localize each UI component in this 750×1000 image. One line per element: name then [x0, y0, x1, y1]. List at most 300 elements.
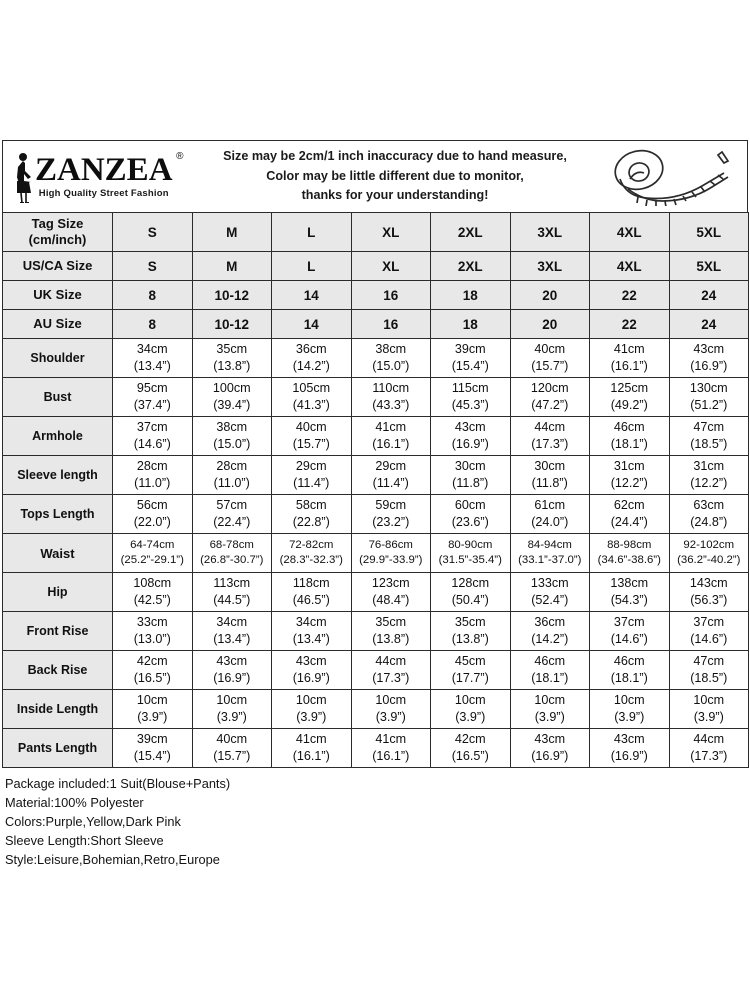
row-label-line-1: Tag Size — [31, 216, 84, 232]
measurement-inch: (13.8”) — [213, 359, 251, 373]
measurement-cell — [351, 378, 431, 417]
measurement-cm: 41cm — [295, 732, 327, 747]
measurement-inch: (23.6”) — [451, 515, 489, 529]
measurement-inch: (22.8”) — [292, 515, 330, 529]
measurement-cell — [431, 378, 511, 417]
measurement-cm: 10cm — [693, 693, 725, 708]
measurement-cm: 39cm — [454, 342, 486, 357]
measurement-cm: 63cm — [693, 498, 725, 513]
measurement-row — [3, 378, 749, 417]
measurement-cm: 38cm — [375, 342, 407, 357]
measurement-cell — [351, 417, 431, 456]
measurement-cm: 35cm — [375, 615, 407, 630]
measurement-cm: 40cm — [534, 342, 566, 357]
measurement-cm: 43cm — [693, 342, 725, 357]
row-label: Shoulder — [3, 339, 113, 378]
measurement-inch: (23.2”) — [372, 515, 410, 529]
measurement-inch: (3.9”) — [375, 710, 406, 724]
size-header-row — [3, 281, 749, 310]
measurement-cm: 41cm — [613, 342, 645, 357]
measurement-inch: (48.4”) — [372, 593, 410, 607]
measurement-cm: 10cm — [454, 693, 486, 708]
size-table-body — [3, 213, 749, 768]
measurement-cm: 84-94cm — [527, 538, 572, 551]
measurement-cell — [351, 456, 431, 495]
row-label-text — [3, 258, 112, 274]
measurement-inch: (16.1”) — [372, 749, 410, 763]
measurement-inch: (3.9”) — [137, 710, 168, 724]
measurement-cm: 120cm — [530, 381, 569, 396]
measurement-inch: (14.6”) — [133, 437, 171, 451]
row-label: Bust — [3, 378, 113, 417]
row-label-text — [3, 316, 112, 332]
measurement-cm: 43cm — [454, 420, 486, 435]
measurement-row — [3, 690, 749, 729]
measurement-cm: 43cm — [534, 732, 566, 747]
size-header-cell: 4XL — [590, 213, 670, 252]
measurement-inch: (3.9”) — [693, 710, 724, 724]
measurement-cell — [590, 417, 670, 456]
measurement-cm: 64-74cm — [130, 538, 175, 551]
measurement-inch: (12.2”) — [610, 476, 648, 490]
measurement-inch: (24.0”) — [531, 515, 569, 529]
measurement-cm: 29cm — [295, 459, 327, 474]
measurement-inch: (16.1”) — [292, 749, 330, 763]
measurement-cell — [669, 612, 749, 651]
size-header-cell: M — [192, 252, 272, 281]
row-label-text — [3, 287, 112, 303]
measurement-inch: (14.6”) — [610, 632, 648, 646]
notice-line-3: thanks for your understanding! — [301, 188, 489, 203]
measurement-cell — [431, 729, 511, 768]
measurement-cm: 10cm — [136, 693, 168, 708]
size-header-cell: 24 — [669, 281, 749, 310]
product-detail-line: Package included:1 Suit(Blouse+Pants) — [5, 776, 231, 791]
measurement-inch: (16.9”) — [213, 671, 251, 685]
measurement-cell — [431, 495, 511, 534]
measurement-cell — [510, 729, 590, 768]
measurement-row — [3, 339, 749, 378]
measurement-inch: (36.2”-40.2”) — [677, 554, 741, 566]
measurement-inch: (15.7”) — [531, 359, 569, 373]
measurement-cm: 45cm — [454, 654, 486, 669]
size-header-cell: 8 — [113, 281, 193, 310]
measurement-cell — [192, 690, 272, 729]
measurement-cell — [272, 573, 352, 612]
measurement-cell — [113, 495, 193, 534]
measurement-cm: 123cm — [371, 576, 410, 591]
measurement-cm: 38cm — [216, 420, 248, 435]
size-header-cell: 5XL — [669, 252, 749, 281]
measurement-cm: 95cm — [136, 381, 168, 396]
measurement-cm: 72-82cm — [289, 538, 334, 551]
measurement-cell — [272, 378, 352, 417]
measurement-inch: (12.2”) — [690, 476, 728, 490]
size-header-cell: 20 — [510, 281, 590, 310]
measurement-cm: 92-102cm — [683, 538, 735, 551]
size-header-cell: M — [192, 213, 272, 252]
measurement-inch: (50.4”) — [451, 593, 489, 607]
measurement-cell — [669, 378, 749, 417]
measurement-cm: 37cm — [613, 615, 645, 630]
measurement-cell — [272, 534, 352, 573]
measurement-inch: (39.4”) — [213, 398, 251, 412]
measurement-cm: 61cm — [534, 498, 566, 513]
measurement-inch: (3.9”) — [534, 710, 565, 724]
measurement-cell — [351, 690, 431, 729]
measurement-cell — [590, 339, 670, 378]
measurement-inch: (46.5”) — [292, 593, 330, 607]
measurement-inch: (18.5”) — [690, 671, 728, 685]
row-label — [3, 310, 113, 339]
measurement-inch: (11.0”) — [213, 476, 250, 490]
measurement-cell — [590, 612, 670, 651]
measurement-cm: 43cm — [295, 654, 327, 669]
measurement-cell — [669, 729, 749, 768]
measurement-cell — [431, 573, 511, 612]
measurement-cm: 115cm — [451, 381, 489, 396]
product-detail-line: Style:Leisure,Bohemian,Retro,Europe — [5, 851, 220, 867]
measurement-cell — [113, 417, 193, 456]
measurement-inch: (24.8”) — [690, 515, 728, 529]
measurement-cell — [590, 456, 670, 495]
measurement-cell — [272, 729, 352, 768]
measurement-inch: (17.3”) — [690, 749, 728, 763]
measurement-cm: 33cm — [136, 615, 168, 630]
measurement-cm: 128cm — [451, 576, 490, 591]
measurement-cell — [113, 534, 193, 573]
measurement-inch: (11.4”) — [293, 476, 330, 490]
measurement-inch: (16.1”) — [610, 359, 648, 373]
woman-silhouette-icon — [11, 151, 37, 203]
measurement-cell — [669, 495, 749, 534]
measurement-cm: 41cm — [375, 732, 407, 747]
measurement-cm: 10cm — [534, 693, 566, 708]
measurement-inch: (15.0”) — [213, 437, 251, 451]
measurement-cell — [510, 339, 590, 378]
measurement-inch: (51.2”) — [690, 398, 728, 412]
size-header-cell: 24 — [669, 310, 749, 339]
row-label — [3, 213, 113, 252]
measurement-inch: (16.9”) — [292, 671, 330, 685]
measurement-cell — [431, 612, 511, 651]
row-label — [3, 252, 113, 281]
measurement-cm: 47cm — [693, 654, 725, 669]
measurement-cm: 31cm — [613, 459, 645, 474]
row-label: Front Rise — [3, 612, 113, 651]
size-header-cell: XL — [351, 213, 431, 252]
measurement-inch: (52.4”) — [531, 593, 569, 607]
measurement-cm: 10cm — [375, 693, 407, 708]
measurement-cell — [113, 456, 193, 495]
brand-tagline: High Quality Street Fashion — [38, 188, 169, 200]
measurement-inch: (16.9”) — [451, 437, 489, 451]
measurement-cell — [510, 651, 590, 690]
measurement-row — [3, 495, 749, 534]
measurement-row — [3, 534, 749, 573]
row-label: Inside Length — [3, 690, 113, 729]
measurement-cell — [272, 690, 352, 729]
measurement-inch: (15.4”) — [451, 359, 489, 373]
measurement-inch: (47.2”) — [531, 398, 569, 412]
measurement-cell — [192, 456, 272, 495]
measurement-cm: 30cm — [454, 459, 486, 474]
size-header-row — [3, 213, 749, 252]
size-chart-sheet — [2, 140, 748, 870]
measurement-inch: (16.9”) — [690, 359, 728, 373]
measurement-cell — [351, 573, 431, 612]
row-label-line-1: US/CA Size — [22, 258, 93, 274]
size-header-cell: 10-12 — [192, 281, 272, 310]
brand-wordmark — [35, 151, 184, 200]
measurement-cell — [669, 456, 749, 495]
measurement-cell — [510, 612, 590, 651]
measurement-inch: (56.3”) — [690, 593, 728, 607]
measurement-cm: 118cm — [292, 576, 330, 591]
size-header-cell: 16 — [351, 310, 431, 339]
measurement-cm: 28cm — [136, 459, 168, 474]
measurement-cell — [431, 651, 511, 690]
measurement-cm: 88-98cm — [607, 538, 652, 551]
size-header-cell: 14 — [272, 310, 352, 339]
measurement-cm: 57cm — [216, 498, 248, 513]
size-header-cell: 3XL — [510, 213, 590, 252]
measurement-inch: (25.2”-29.1”) — [120, 554, 184, 566]
row-label-line-1: AU Size — [33, 316, 82, 332]
measurement-cm: 42cm — [454, 732, 486, 747]
measurement-cell — [669, 573, 749, 612]
measurement-cm: 46cm — [534, 654, 566, 669]
measurement-cell — [510, 534, 590, 573]
measurement-inch: (13.0”) — [133, 632, 171, 646]
measurement-inch: (16.5”) — [451, 749, 489, 763]
measurement-inch: (11.4”) — [372, 476, 409, 490]
measurement-cell — [192, 378, 272, 417]
measurement-cell — [192, 417, 272, 456]
measurement-cm: 60cm — [454, 498, 486, 513]
size-header-cell: S — [113, 252, 193, 281]
row-label: Pants Length — [3, 729, 113, 768]
measurement-cm: 100cm — [212, 381, 251, 396]
measurement-inch: (11.8”) — [531, 476, 568, 490]
measurement-inch: (18.1”) — [610, 671, 648, 685]
measurement-cm: 35cm — [216, 342, 248, 357]
measurement-inch: (13.4”) — [292, 632, 330, 646]
measurement-inch: (16.9”) — [531, 749, 569, 763]
measurement-cm: 43cm — [216, 654, 248, 669]
measurement-inch: (3.9”) — [455, 710, 486, 724]
measurement-cm: 31cm — [693, 459, 725, 474]
row-label: Back Rise — [3, 651, 113, 690]
size-header-cell: L — [272, 252, 352, 281]
measurement-inch: (54.3”) — [610, 593, 648, 607]
measurement-cell — [590, 690, 670, 729]
measurement-inch: (15.7”) — [292, 437, 330, 451]
size-header-cell: 2XL — [431, 252, 511, 281]
measurement-cell — [590, 495, 670, 534]
row-label-line-1: UK Size — [33, 287, 82, 303]
measurement-cm: 80-90cm — [448, 538, 493, 551]
measurement-row — [3, 456, 749, 495]
measurement-cm: 58cm — [295, 498, 327, 513]
measurement-cm: 34cm — [216, 615, 248, 630]
measurement-inch: (24.4”) — [610, 515, 648, 529]
measurement-inch: (18.1”) — [610, 437, 648, 451]
product-detail-line: Colors:Purple,Yellow,Dark Pink — [5, 813, 181, 829]
measurement-cell — [272, 456, 352, 495]
measurement-cell — [431, 339, 511, 378]
row-label — [3, 281, 113, 310]
measurement-inch: (31.5”-35.4”) — [438, 554, 502, 566]
measurement-cm: 110cm — [372, 381, 410, 396]
size-header-cell: XL — [351, 252, 431, 281]
measurement-cell — [431, 417, 511, 456]
row-label-line-2: (cm/inch) — [28, 232, 87, 247]
measurement-inch: (49.2”) — [610, 398, 648, 412]
measuring-tape-icon — [597, 148, 747, 206]
measurement-inch: (15.0”) — [372, 359, 410, 373]
measurement-inch: (16.9”) — [610, 749, 648, 763]
measurement-inch: (13.4”) — [133, 359, 171, 373]
measurement-row — [3, 612, 749, 651]
measurement-inch: (22.4”) — [213, 515, 251, 529]
measurement-cell — [113, 339, 193, 378]
measurement-cm: 41cm — [375, 420, 407, 435]
measurement-inch: (43.3”) — [372, 398, 410, 412]
measurement-inch: (16.1”) — [372, 437, 410, 451]
measurement-cm: 36cm — [295, 342, 327, 357]
measurement-cell — [272, 417, 352, 456]
measurement-inch: (3.9”) — [614, 710, 645, 724]
measurement-inch: (16.5”) — [133, 671, 171, 685]
measurement-cm: 34cm — [295, 615, 327, 630]
row-label-text — [3, 216, 112, 248]
measurement-cm: 37cm — [136, 420, 168, 435]
measurement-cell — [510, 690, 590, 729]
measurement-cell — [669, 339, 749, 378]
size-header-cell: L — [272, 213, 352, 252]
measurement-cm: 43cm — [613, 732, 645, 747]
measurement-cell — [590, 651, 670, 690]
measurement-cm: 10cm — [295, 693, 327, 708]
measurement-cm: 40cm — [216, 732, 248, 747]
size-header-cell: 5XL — [669, 213, 749, 252]
measurement-cm: 47cm — [693, 420, 725, 435]
measurement-cm: 56cm — [136, 498, 168, 513]
measurement-cm: 133cm — [530, 576, 569, 591]
measurement-cell — [510, 378, 590, 417]
row-label: Waist — [3, 534, 113, 573]
measurement-cell — [590, 573, 670, 612]
measurement-row — [3, 729, 749, 768]
measurement-inch: (3.9”) — [296, 710, 327, 724]
measurement-cm: 36cm — [534, 615, 566, 630]
row-label: Sleeve length — [3, 456, 113, 495]
measurement-cell — [113, 651, 193, 690]
size-header-cell: 18 — [431, 281, 511, 310]
measurement-cell — [590, 729, 670, 768]
measurement-cm: 113cm — [213, 576, 251, 591]
measurement-cell — [590, 378, 670, 417]
measurement-cm: 130cm — [689, 381, 728, 396]
measurement-cm: 30cm — [534, 459, 566, 474]
measurement-cell — [431, 690, 511, 729]
measurement-cm: 44cm — [693, 732, 725, 747]
measurement-inch: (34.6”-38.6”) — [597, 554, 661, 566]
measurement-row — [3, 651, 749, 690]
measurement-inch: (14.6”) — [690, 632, 728, 646]
measurement-cell — [272, 339, 352, 378]
measurement-cm: 138cm — [610, 576, 649, 591]
measurement-cell — [351, 651, 431, 690]
size-header-cell: 16 — [351, 281, 431, 310]
size-header-cell: 22 — [590, 281, 670, 310]
measurement-cm: 29cm — [375, 459, 407, 474]
measurement-cm: 10cm — [216, 693, 248, 708]
measurement-cell — [669, 417, 749, 456]
size-header-cell: 3XL — [510, 252, 590, 281]
measurement-inch: (11.8”) — [452, 476, 489, 490]
measurement-cell — [113, 729, 193, 768]
size-table — [2, 212, 749, 768]
measurement-inch: (17.3”) — [372, 671, 410, 685]
measurement-cell — [272, 612, 352, 651]
measurement-cell — [192, 651, 272, 690]
measurement-cell — [351, 612, 431, 651]
measurement-inch: (17.7”) — [451, 671, 489, 685]
measurement-cm: 125cm — [610, 381, 649, 396]
measurement-cm: 34cm — [136, 342, 168, 357]
measurement-notice — [193, 147, 597, 206]
size-header-cell: 10-12 — [192, 310, 272, 339]
measurement-cm: 76-86cm — [368, 538, 413, 551]
measurement-cell — [351, 495, 431, 534]
measurement-cm: 68-78cm — [209, 538, 254, 551]
measurement-inch: (42.5”) — [133, 593, 171, 607]
measurement-cm: 10cm — [613, 693, 645, 708]
measurement-inch: (3.9”) — [216, 710, 247, 724]
measurement-inch: (45.3”) — [451, 398, 489, 412]
measurement-cell — [510, 417, 590, 456]
size-header-cell: 8 — [113, 310, 193, 339]
measurement-inch: (11.0”) — [134, 476, 171, 490]
measurement-inch: (28.3”-32.3”) — [279, 554, 343, 566]
size-header-cell: 20 — [510, 310, 590, 339]
notice-line-1: Size may be 2cm/1 inch inaccuracy due to hand measure, — [223, 149, 567, 164]
measurement-inch: (14.2”) — [531, 632, 569, 646]
registered-mark: ® — [176, 151, 184, 163]
measurement-inch: (15.4”) — [133, 749, 171, 763]
measurement-cm: 143cm — [689, 576, 728, 591]
measurement-cell — [431, 456, 511, 495]
measurement-cell — [431, 534, 511, 573]
measurement-cm: 44cm — [375, 654, 407, 669]
measurement-cm: 35cm — [454, 615, 486, 630]
brand-logo — [3, 151, 193, 203]
measurement-inch: (18.5”) — [690, 437, 728, 451]
measurement-inch: (44.5”) — [213, 593, 251, 607]
size-header-cell: 18 — [431, 310, 511, 339]
measurement-cm: 37cm — [693, 615, 725, 630]
measurement-cm: 40cm — [295, 420, 327, 435]
size-header-row — [3, 252, 749, 281]
row-label: Tops Length — [3, 495, 113, 534]
brand-name-text: ZANZEA — [35, 152, 173, 189]
measurement-cell — [192, 573, 272, 612]
notice-line-2: Color may be little different due to monitor, — [266, 168, 524, 183]
measurement-cell — [510, 573, 590, 612]
size-header-row — [3, 310, 749, 339]
